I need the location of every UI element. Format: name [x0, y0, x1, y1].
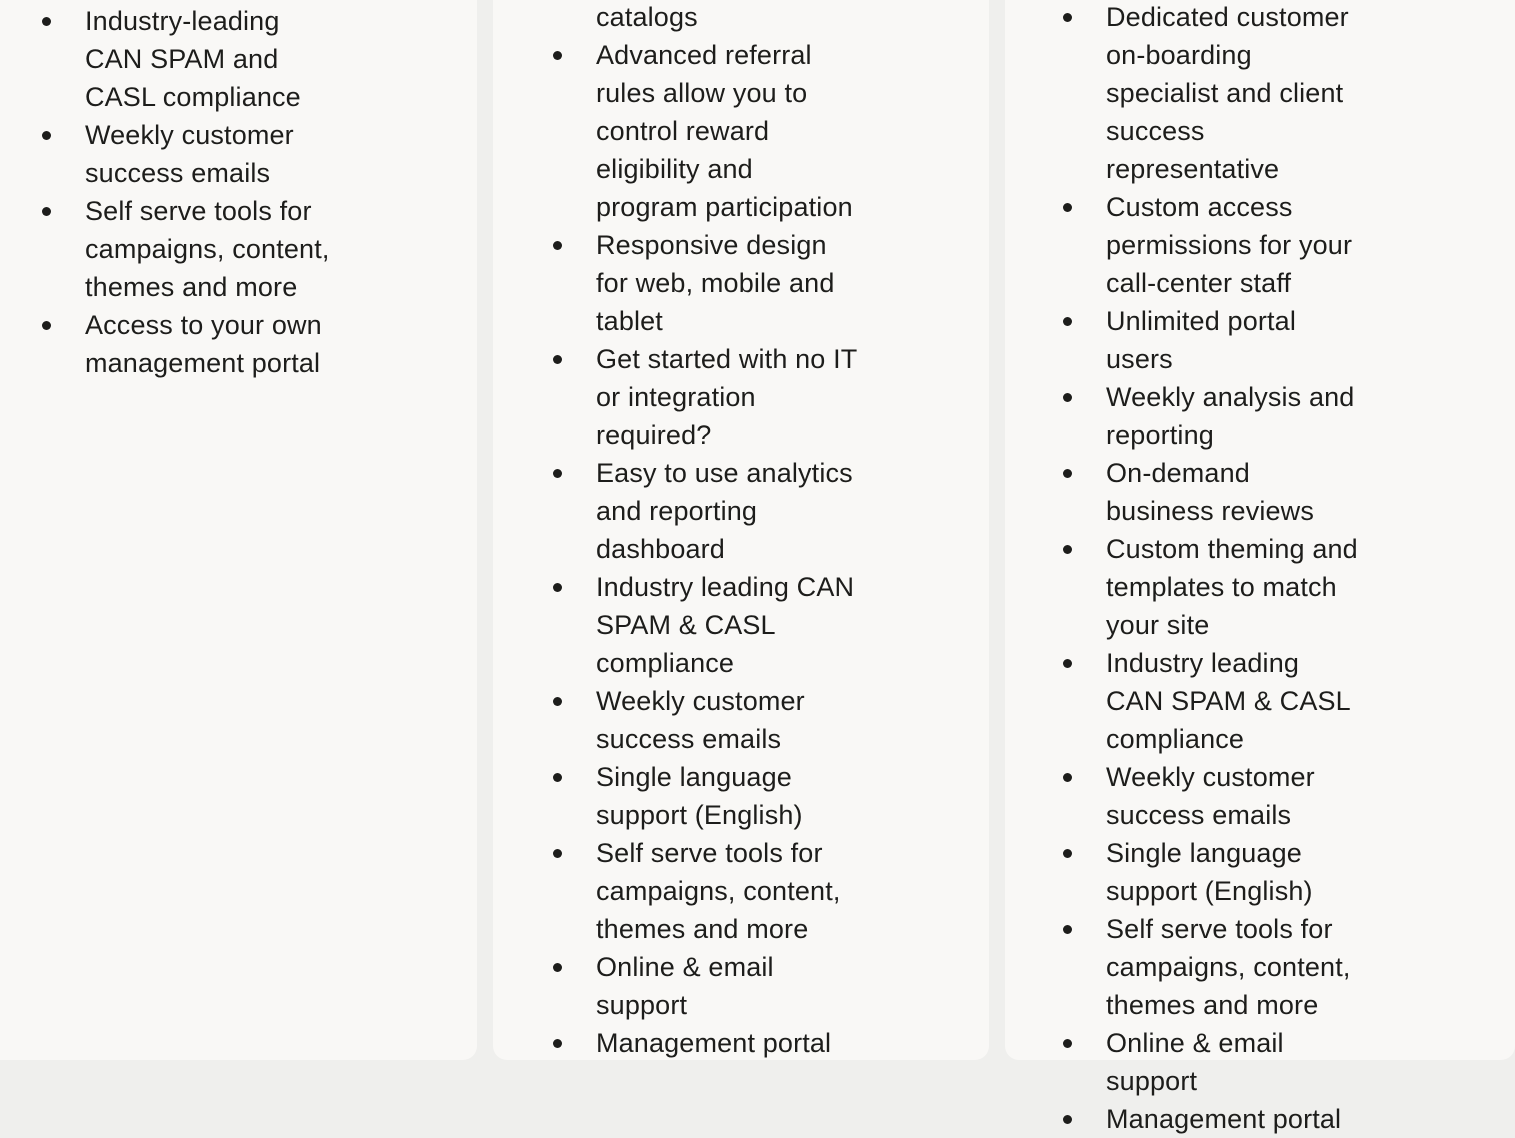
feature-text: Responsive design for web, mobile and tablet — [596, 230, 835, 336]
feature-text: Online & email support — [1106, 1028, 1284, 1096]
bullet-icon — [1063, 849, 1072, 858]
feature-text: Custom theming and templates to match your site — [1106, 534, 1358, 640]
plan-card-3 — [1005, 0, 1515, 1134]
feature-item — [1063, 378, 1363, 454]
feature-item — [42, 2, 342, 116]
feature-item — [1063, 834, 1363, 910]
bullet-icon — [553, 583, 562, 592]
feature-item — [42, 192, 342, 306]
feature-item — [1063, 758, 1363, 834]
feature-text: catalogs — [596, 2, 698, 32]
feature-item — [553, 568, 858, 682]
bullet-icon — [553, 773, 562, 782]
feature-text: Dedicated customer on-boarding specialist and client success representative — [1106, 2, 1349, 184]
feature-item — [1063, 454, 1363, 530]
feature-item — [553, 36, 858, 226]
feature-item — [42, 116, 342, 192]
feature-item — [1063, 302, 1363, 378]
feature-text: Management portal — [596, 1028, 832, 1058]
feature-text: Weekly customer success emails — [85, 120, 294, 188]
bullet-icon — [553, 849, 562, 858]
bullet-icon — [1063, 393, 1072, 402]
feature-list — [42, 2, 342, 382]
bullet-icon — [42, 207, 51, 216]
feature-text: Self serve tools for campaigns, content, themes and more — [85, 196, 330, 302]
feature-text: Industry-leading CAN SPAM and CASL compliance — [85, 6, 301, 112]
feature-item — [1063, 188, 1363, 302]
feature-text: Single language support (English) — [596, 762, 803, 830]
feature-item — [553, 682, 858, 758]
bullet-icon — [553, 469, 562, 478]
bullet-icon — [1063, 659, 1072, 668]
bullet-icon — [1063, 545, 1072, 554]
bullet-icon — [553, 1039, 562, 1048]
feature-text: Easy to use analytics and reporting dashboard — [596, 458, 853, 564]
feature-text: Online & email support — [596, 952, 774, 1020]
feature-item — [553, 948, 858, 1024]
bullet-icon — [1063, 925, 1072, 934]
bullet-icon — [553, 241, 562, 250]
feature-item — [553, 454, 858, 568]
feature-text: Management portal — [1106, 1104, 1342, 1134]
feature-text: Self serve tools for campaigns, content, themes and more — [596, 838, 841, 944]
feature-text: Weekly customer success emails — [1106, 762, 1315, 830]
feature-item — [1063, 644, 1363, 758]
bullet-icon — [42, 17, 51, 26]
feature-list — [1063, 0, 1363, 1138]
plan-card-1 — [0, 0, 477, 1060]
bullet-icon — [42, 321, 51, 330]
feature-text: Weekly analysis and reporting — [1106, 382, 1355, 450]
feature-item — [1063, 530, 1363, 644]
bullet-icon — [553, 51, 562, 60]
feature-item-continued — [553, 0, 858, 36]
feature-item — [553, 1024, 858, 1062]
bullet-icon — [553, 697, 562, 706]
bullet-icon — [1063, 13, 1072, 22]
feature-item — [42, 306, 342, 382]
feature-text: Industry leading CAN SPAM & CASL compliance — [596, 572, 855, 678]
feature-text: Single language support (English) — [1106, 838, 1313, 906]
feature-text: Access to your own management portal — [85, 310, 322, 378]
feature-item — [553, 834, 858, 948]
feature-list — [553, 0, 858, 1062]
feature-item — [553, 340, 858, 454]
feature-text: Unlimited portal users — [1106, 306, 1296, 374]
bullet-icon — [553, 355, 562, 364]
bullet-icon — [1063, 317, 1072, 326]
feature-text: Weekly customer success emails — [596, 686, 805, 754]
feature-item — [553, 226, 858, 340]
feature-text: On-demand business reviews — [1106, 458, 1314, 526]
plan-card-2 — [493, 0, 989, 1060]
bullet-icon — [1063, 1115, 1072, 1124]
bullet-icon — [1063, 203, 1072, 212]
bullet-icon — [1063, 469, 1072, 478]
feature-item — [1063, 1024, 1363, 1100]
bullet-icon — [1063, 773, 1072, 782]
feature-item — [1063, 0, 1363, 188]
feature-text: Industry leading CAN SPAM & CASL compliance — [1106, 648, 1350, 754]
bullet-icon — [553, 963, 562, 972]
feature-text: Get started with no IT or integration required? — [596, 344, 857, 450]
feature-item — [1063, 1100, 1363, 1138]
feature-text: Custom access permissions for your call-center staff — [1106, 192, 1353, 298]
feature-text: Advanced referral rules allow you to control reward eligibility and program participation — [596, 40, 853, 222]
feature-item — [1063, 910, 1363, 1024]
bullet-icon — [42, 131, 51, 140]
feature-item — [553, 758, 858, 834]
feature-text: Self serve tools for campaigns, content, themes and more — [1106, 914, 1351, 1020]
bullet-icon — [1063, 1039, 1072, 1048]
